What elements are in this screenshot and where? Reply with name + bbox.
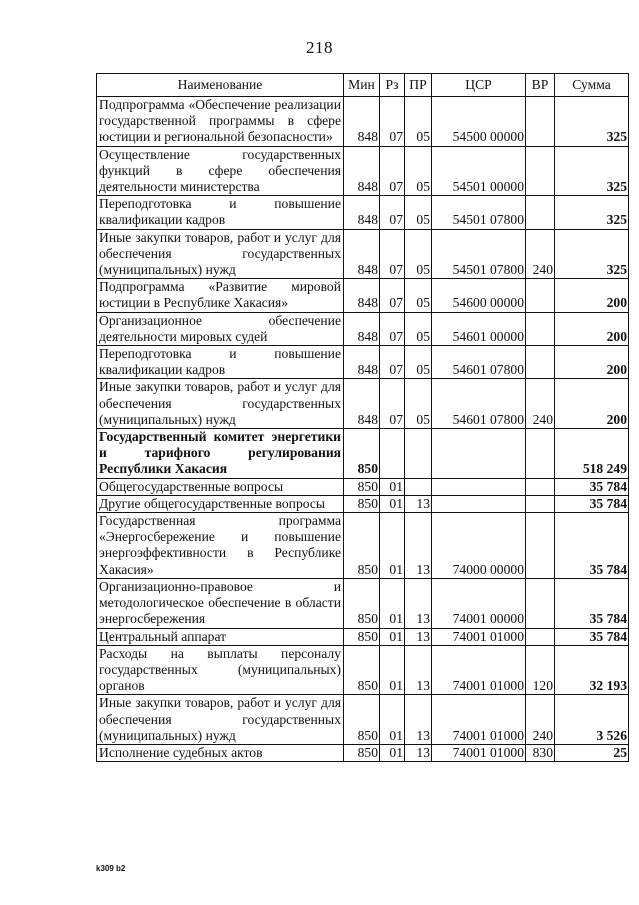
cell-min: 850 xyxy=(344,578,380,628)
cell-min: 848 xyxy=(344,97,380,147)
footer-stamp: k309 b2 xyxy=(96,864,126,873)
cell-sum: 32 193 xyxy=(555,645,629,695)
cell-pr: 05 xyxy=(405,312,432,345)
cell-min: 850 xyxy=(344,513,380,579)
cell-min: 848 xyxy=(344,379,380,429)
cell-vr xyxy=(526,346,555,379)
header-sum: Сумма xyxy=(555,74,629,97)
cell-min: 850 xyxy=(344,429,380,479)
cell-rz: 07 xyxy=(380,346,405,379)
cell-vr xyxy=(526,97,555,147)
cell-min: 850 xyxy=(344,744,380,761)
table-body xyxy=(97,97,629,762)
cell-vr xyxy=(526,146,555,196)
cell-name: Осуществление государственных функций в сфере обеспечения деятельности министерства xyxy=(97,146,344,196)
cell-name: Организационное обеспечение деятельности мировых судей xyxy=(97,312,344,345)
table-row xyxy=(97,429,629,479)
cell-name: Иные закупки товаров, работ и услуг для обеспечения государственных (муниципальных) нужд xyxy=(97,695,344,745)
cell-rz: 07 xyxy=(380,196,405,229)
cell-vr xyxy=(526,495,555,512)
cell-pr: 05 xyxy=(405,346,432,379)
table-row xyxy=(97,513,629,579)
cell-min: 848 xyxy=(344,196,380,229)
table-row xyxy=(97,346,629,379)
cell-csr: 54600 00000 xyxy=(432,279,526,312)
table-row xyxy=(97,279,629,312)
cell-name: Центральный аппарат xyxy=(97,628,344,645)
cell-vr xyxy=(526,628,555,645)
cell-rz: 07 xyxy=(380,97,405,147)
cell-pr: 13 xyxy=(405,744,432,761)
cell-name: Подпрограмма «Развитие мировой юстиции в Республике Хакасия» xyxy=(97,279,344,312)
cell-vr xyxy=(526,196,555,229)
table-row xyxy=(97,146,629,196)
cell-pr: 13 xyxy=(405,628,432,645)
cell-rz: 07 xyxy=(380,379,405,429)
cell-vr xyxy=(526,312,555,345)
cell-min: 848 xyxy=(344,346,380,379)
cell-name: Организационно-правовое и методологическое обеспечение в области энергосбережения xyxy=(97,578,344,628)
cell-csr: 54501 07800 xyxy=(432,196,526,229)
cell-min: 850 xyxy=(344,695,380,745)
cell-min: 850 xyxy=(344,645,380,695)
cell-rz: 01 xyxy=(380,744,405,761)
cell-vr: 120 xyxy=(526,645,555,695)
table-row xyxy=(97,495,629,512)
table-row xyxy=(97,478,629,495)
table-row xyxy=(97,578,629,628)
cell-sum: 35 784 xyxy=(555,478,629,495)
cell-csr: 54501 07800 xyxy=(432,229,526,279)
cell-name: Исполнение судебных актов xyxy=(97,744,344,761)
cell-sum: 325 xyxy=(555,97,629,147)
cell-sum: 25 xyxy=(555,744,629,761)
cell-pr: 13 xyxy=(405,495,432,512)
cell-sum: 200 xyxy=(555,312,629,345)
cell-vr: 240 xyxy=(526,379,555,429)
cell-min: 850 xyxy=(344,628,380,645)
cell-rz: 01 xyxy=(380,695,405,745)
cell-csr: 74001 01000 xyxy=(432,695,526,745)
cell-min: 850 xyxy=(344,478,380,495)
cell-vr xyxy=(526,478,555,495)
table-header-row xyxy=(97,74,629,97)
table-row xyxy=(97,744,629,761)
cell-sum: 325 xyxy=(555,196,629,229)
cell-vr: 240 xyxy=(526,695,555,745)
cell-vr xyxy=(526,578,555,628)
cell-name: Переподготовка и повышение квалификации кадров xyxy=(97,196,344,229)
cell-pr: 05 xyxy=(405,379,432,429)
cell-vr xyxy=(526,429,555,479)
cell-name: Расходы на выплаты персоналу государственных (муниципальных) органов xyxy=(97,645,344,695)
cell-name: Подпрограмма «Обеспечение реализации государственной программы в сфере юстиции и региональной безопасности» xyxy=(97,97,344,147)
cell-pr: 13 xyxy=(405,513,432,579)
cell-csr: 74001 01000 xyxy=(432,645,526,695)
cell-sum: 518 249 xyxy=(555,429,629,479)
table-row xyxy=(97,97,629,147)
cell-vr: 240 xyxy=(526,229,555,279)
cell-rz: 07 xyxy=(380,312,405,345)
cell-min: 848 xyxy=(344,146,380,196)
cell-vr: 830 xyxy=(526,744,555,761)
cell-rz: 01 xyxy=(380,578,405,628)
cell-csr: 54501 00000 xyxy=(432,146,526,196)
header-vr: ВР xyxy=(526,74,555,97)
cell-name: Иные закупки товаров, работ и услуг для обеспечения государственных (муниципальных) нужд xyxy=(97,229,344,279)
cell-rz: 01 xyxy=(380,628,405,645)
cell-sum: 35 784 xyxy=(555,628,629,645)
header-pr: ПР xyxy=(405,74,432,97)
cell-pr: 05 xyxy=(405,229,432,279)
header-min: Мин xyxy=(344,74,380,97)
cell-min: 848 xyxy=(344,229,380,279)
cell-csr xyxy=(432,478,526,495)
cell-csr xyxy=(432,495,526,512)
header-csr: ЦСР xyxy=(432,74,526,97)
cell-rz: 01 xyxy=(380,495,405,512)
cell-pr: 13 xyxy=(405,695,432,745)
cell-csr: 54601 07800 xyxy=(432,346,526,379)
table-row xyxy=(97,196,629,229)
cell-csr: 74001 00000 xyxy=(432,578,526,628)
cell-vr xyxy=(526,513,555,579)
cell-csr: 74000 00000 xyxy=(432,513,526,579)
cell-sum: 3 526 xyxy=(555,695,629,745)
cell-name: Государственная программа «Энергосбережение и повышение энергоэффективности в Республике Хакасия» xyxy=(97,513,344,579)
cell-csr: 54500 00000 xyxy=(432,97,526,147)
table-row xyxy=(97,312,629,345)
table-row xyxy=(97,628,629,645)
cell-pr: 05 xyxy=(405,196,432,229)
cell-rz: 01 xyxy=(380,478,405,495)
cell-sum: 200 xyxy=(555,346,629,379)
cell-vr xyxy=(526,279,555,312)
cell-csr: 74001 01000 xyxy=(432,744,526,761)
cell-sum: 200 xyxy=(555,279,629,312)
cell-name: Другие общегосударственные вопросы xyxy=(97,495,344,512)
cell-csr xyxy=(432,429,526,479)
cell-pr xyxy=(405,429,432,479)
cell-rz: 07 xyxy=(380,279,405,312)
cell-min: 848 xyxy=(344,312,380,345)
cell-name: Общегосударственные вопросы xyxy=(97,478,344,495)
cell-pr: 05 xyxy=(405,97,432,147)
cell-sum: 200 xyxy=(555,379,629,429)
cell-sum: 325 xyxy=(555,146,629,196)
cell-min: 848 xyxy=(344,279,380,312)
cell-pr xyxy=(405,478,432,495)
cell-rz: 01 xyxy=(380,645,405,695)
cell-sum: 325 xyxy=(555,229,629,279)
cell-sum: 35 784 xyxy=(555,578,629,628)
cell-min: 850 xyxy=(344,495,380,512)
cell-sum: 35 784 xyxy=(555,513,629,579)
cell-pr: 05 xyxy=(405,279,432,312)
header-rz: Рз xyxy=(380,74,405,97)
cell-name: Переподготовка и повышение квалификации кадров xyxy=(97,346,344,379)
table-row xyxy=(97,695,629,745)
cell-csr: 54601 07800 xyxy=(432,379,526,429)
table-row xyxy=(97,379,629,429)
cell-rz: 01 xyxy=(380,513,405,579)
cell-name: Иные закупки товаров, работ и услуг для обеспечения государственных (муниципальных) нужд xyxy=(97,379,344,429)
page-number: 218 xyxy=(306,38,333,57)
cell-pr: 05 xyxy=(405,146,432,196)
cell-pr: 13 xyxy=(405,645,432,695)
cell-sum: 35 784 xyxy=(555,495,629,512)
table-row xyxy=(97,229,629,279)
budget-table xyxy=(96,73,629,762)
cell-csr: 54601 00000 xyxy=(432,312,526,345)
header-name: Наименование xyxy=(97,74,344,97)
cell-name: Государственный комитет энергетики и тарифного регулирования Республики Хакасия xyxy=(97,429,344,479)
cell-rz: 07 xyxy=(380,229,405,279)
cell-csr: 74001 01000 xyxy=(432,628,526,645)
cell-pr: 13 xyxy=(405,578,432,628)
table-row xyxy=(97,645,629,695)
cell-rz: 07 xyxy=(380,146,405,196)
cell-rz xyxy=(380,429,405,479)
